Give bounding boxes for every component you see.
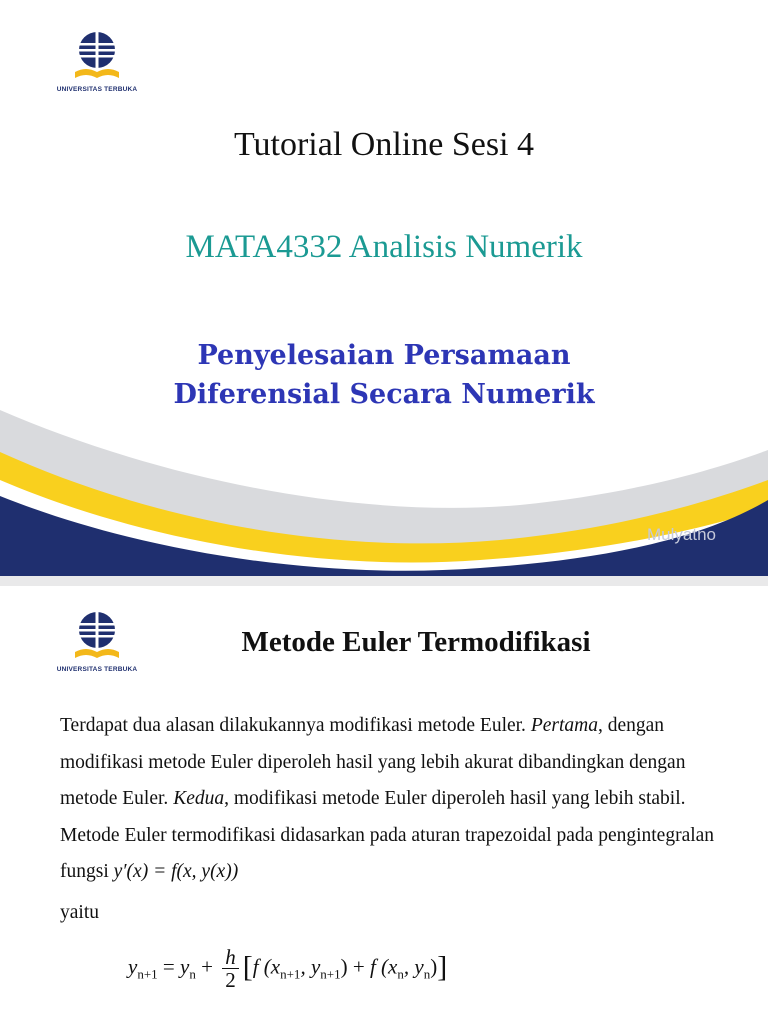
- fraction-h-over-2: $\frac{h}{2}$: [222, 946, 239, 991]
- topic-line-2: Diferensial Secara Numerik: [173, 379, 595, 410]
- logo-text: UNIVERSITAS TERBUKA: [56, 86, 138, 93]
- logo-text: UNIVERSITAS TERBUKA: [56, 666, 138, 673]
- university-logo: [52, 28, 142, 93]
- body-text: Terdapat dua alasan dilakukannya modifikasi metode Euler.: [60, 715, 531, 736]
- body-text-yaitu: yaitu: [60, 901, 99, 923]
- university-emblem-icon: [69, 28, 125, 84]
- author-name: Mulyatno: [647, 525, 716, 544]
- section-title: Metode Euler Termodifikasi: [241, 626, 591, 658]
- body-text: , dengan modifikasi metode Euler diperoleh hasil yang lebih akurat dibandingkan dengan metode Euler.: [60, 715, 686, 809]
- inline-formula: y′(x) = f(x, y(x)): [113, 861, 239, 882]
- body-text: , modifikasi metode Euler diperoleh hasil yang lebih stabil. Metode Euler termodifikasi didasarkan pada aturan trapezoidal pada pengintegralan fungsi: [60, 788, 715, 882]
- decorative-waves: [0, 380, 768, 576]
- content-slide: [0, 586, 768, 1024]
- course-title: MATA4332 Analisis Numerik: [185, 229, 583, 265]
- emphasis-text: Kedua: [173, 788, 225, 809]
- emphasis-text: Pertama: [530, 715, 598, 736]
- topic-line-1: Penyelesaian Persamaan: [197, 340, 571, 371]
- euler-equation: $y_{n+1} = y_n$ + $\frac{h}{2}$ [f ($x_{n+1}$, $y_{n+1}) + f$ ($x_n$, $y_n$)]: [128, 945, 448, 992]
- body-paragraph: [60, 708, 740, 931]
- slide-title: Tutorial Online Sesi 4: [233, 126, 535, 163]
